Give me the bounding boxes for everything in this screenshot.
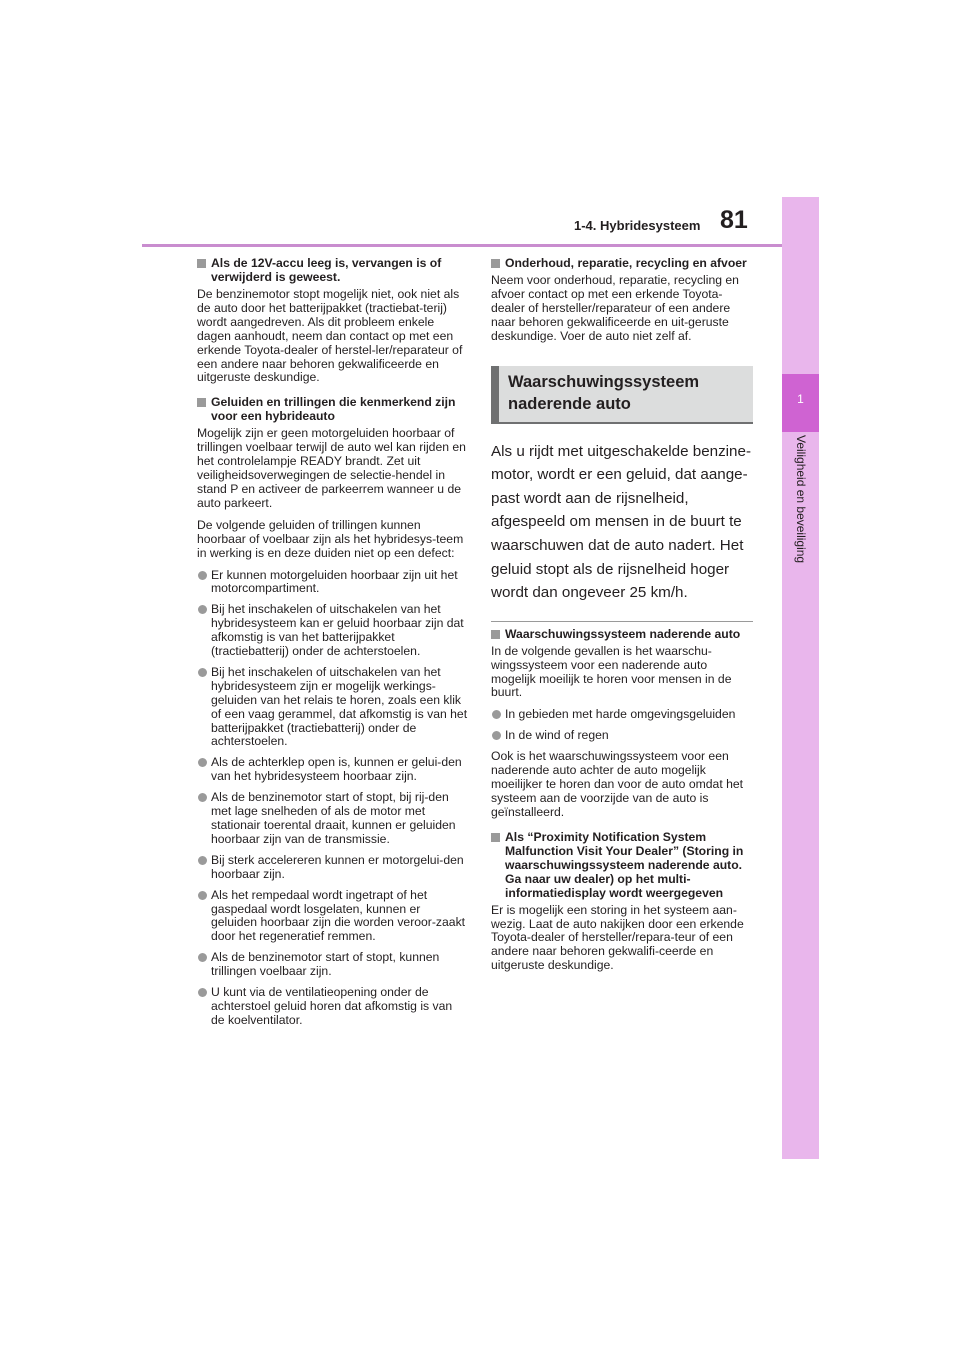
list-item: Bij sterk accelereren kunnen er motorgelui-den hoorbaar zijn. [197,854,469,882]
section-heading: Waarschuwingssysteem naderende auto [491,627,753,641]
section-heading: Als de 12V-accu leeg is, vervangen is of verwijderd is geweest. [197,256,469,284]
boxed-section-title: Waarschuwingssysteem naderende auto [491,366,753,424]
section-heading: Onderhoud, reparatie, recycling en afvoer [491,256,753,270]
section-header: 1-4. Hybridesysteem [574,218,701,233]
list-item: Als de benzinemotor start of stopt, kunnen trillingen voelbaar zijn. [197,951,469,979]
list-item: Als de benzinemotor start of stopt, bij rij-den met lage snelheden of als de motor met stationair toerental draait, kunnen er geluiden hoorbaar zijn van de transmissie. [197,791,469,847]
chapter-side-tab [782,197,819,1159]
divider [491,621,753,622]
list-item: In gebieden met harde omgevingsgeluiden [491,708,753,722]
left-column [197,256,469,1035]
paragraph: Er is mogelijk een storing in het systeem aan-wezig. Laat de auto nakijken door een erkende Toyota-dealer of hersteller/repara-teur of een andere naar behoren gekwalifi-ceerde en uitgeruste deskundige. [491,902,744,973]
chapter-number: 1 [797,392,804,406]
paragraph: De benzinemotor stopt mogelijk niet, ook niet als de auto door het batterijpakket (tractiebat-terij) wordt aangedreven. Als dit probleem enkele dagen aanhoudt, neem dan contact op met een erkende Toyota-dealer of herstel-ler/reparateur of een andere naar behoren gekwalificeerde en uitgeruste deskundige. [197,287,463,385]
list-item: Bij het inschakelen of uitschakelen van het hybridesysteem kan er geluid hoorbaar zijn dat afkomstig is van het batterijpakket (tractiebatterij) onder de achterstoelen. [197,603,469,659]
paragraph: Mogelijk zijn er geen motorgeluiden hoorbaar of trillingen voelbaar terwijl de auto wel kan rijden en het controlelampje READY brandt. Zet uit veiligheidsoverwegingen de selectie-hendel in stand P en activeer de parkeerrem wanneer u de auto parkeert. [197,426,466,510]
page-number: 81 [720,206,748,234]
list-item: Bij het inschakelen of uitschakelen van het hybridesysteem zijn er mogelijk werkings-geluiden van het relais te horen, zoals een klik of een vaag gerammel, dat afkomstig is van het batterijpakket (tractiebatterij) onder de achterstoelen. [197,666,469,749]
list-item: U kunt via de ventilatieopening onder de achterstoel geluid horen dat afkomstig is van de koelventilator. [197,986,469,1028]
right-column [491,256,753,981]
list-item: Als de achterklep open is, kunnen er gelui-den van het hybridesysteem hoorbaar zijn. [197,756,469,784]
section-heading: Geluiden en trillingen die kenmerkend zijn voor een hybrideauto [197,395,469,423]
paragraph: De volgende geluiden of trillingen kunnen hoorbaar of voelbaar zijn als het hybridesys-teem in werking is en deze duiden niet op een defect: [197,517,464,560]
list-item: Als het rempedaal wordt ingetrapt of het gaspedaal wordt losgelaten, kunnen er geluiden hoorbaar zijn die worden veroor-zaakt door het regeneratief remmen. [197,889,469,945]
list-item: Er kunnen motorgeluiden hoorbaar zijn uit het motorcompartiment. [197,569,469,597]
paragraph: In de volgende gevallen is het waarschu-wingssysteem voor een naderende auto mogelijk moeilijk te horen voor mensen in de buurt. [491,643,732,700]
chapter-label: Veiligheid en beveiliging [794,435,808,564]
intro-paragraph: Als u rijdt met uitgeschakelde benzine-motor, wordt er een geluid, dat aange-past wordt aan de rijsnelheid, afgespeeld om mensen in de buurt te waarschuwen dat de auto nadert. Het geluid stopt als de rijsnelheid hoger wordt dan ongeveer 25 km/h. [491,442,752,602]
list-item: In de wind of regen [491,729,753,743]
header-divider [142,244,782,247]
section-heading: Als “Proximity Notification System Malfunction Visit Your Dealer” (Storing in waarschuwingssysteem naderende auto. Ga naar uw dealer) op het multi-informatiedisplay wordt weergegeven [491,830,753,900]
paragraph: Ook is het waarschuwingssysteem voor een naderende auto achter de auto mogelijk moeilijker te horen dan voor de auto omdat het systeem aan de voorzijde van de auto is geïnstalleerd. [491,749,744,819]
paragraph: Neem voor onderhoud, reparatie, recycling en afvoer contact op met een erkende Toyota-dealer of hersteller/reparateur of een andere naar behoren gekwalificeerde en uit-geruste deskundige. Voer de auto niet zelf af. [491,273,739,343]
